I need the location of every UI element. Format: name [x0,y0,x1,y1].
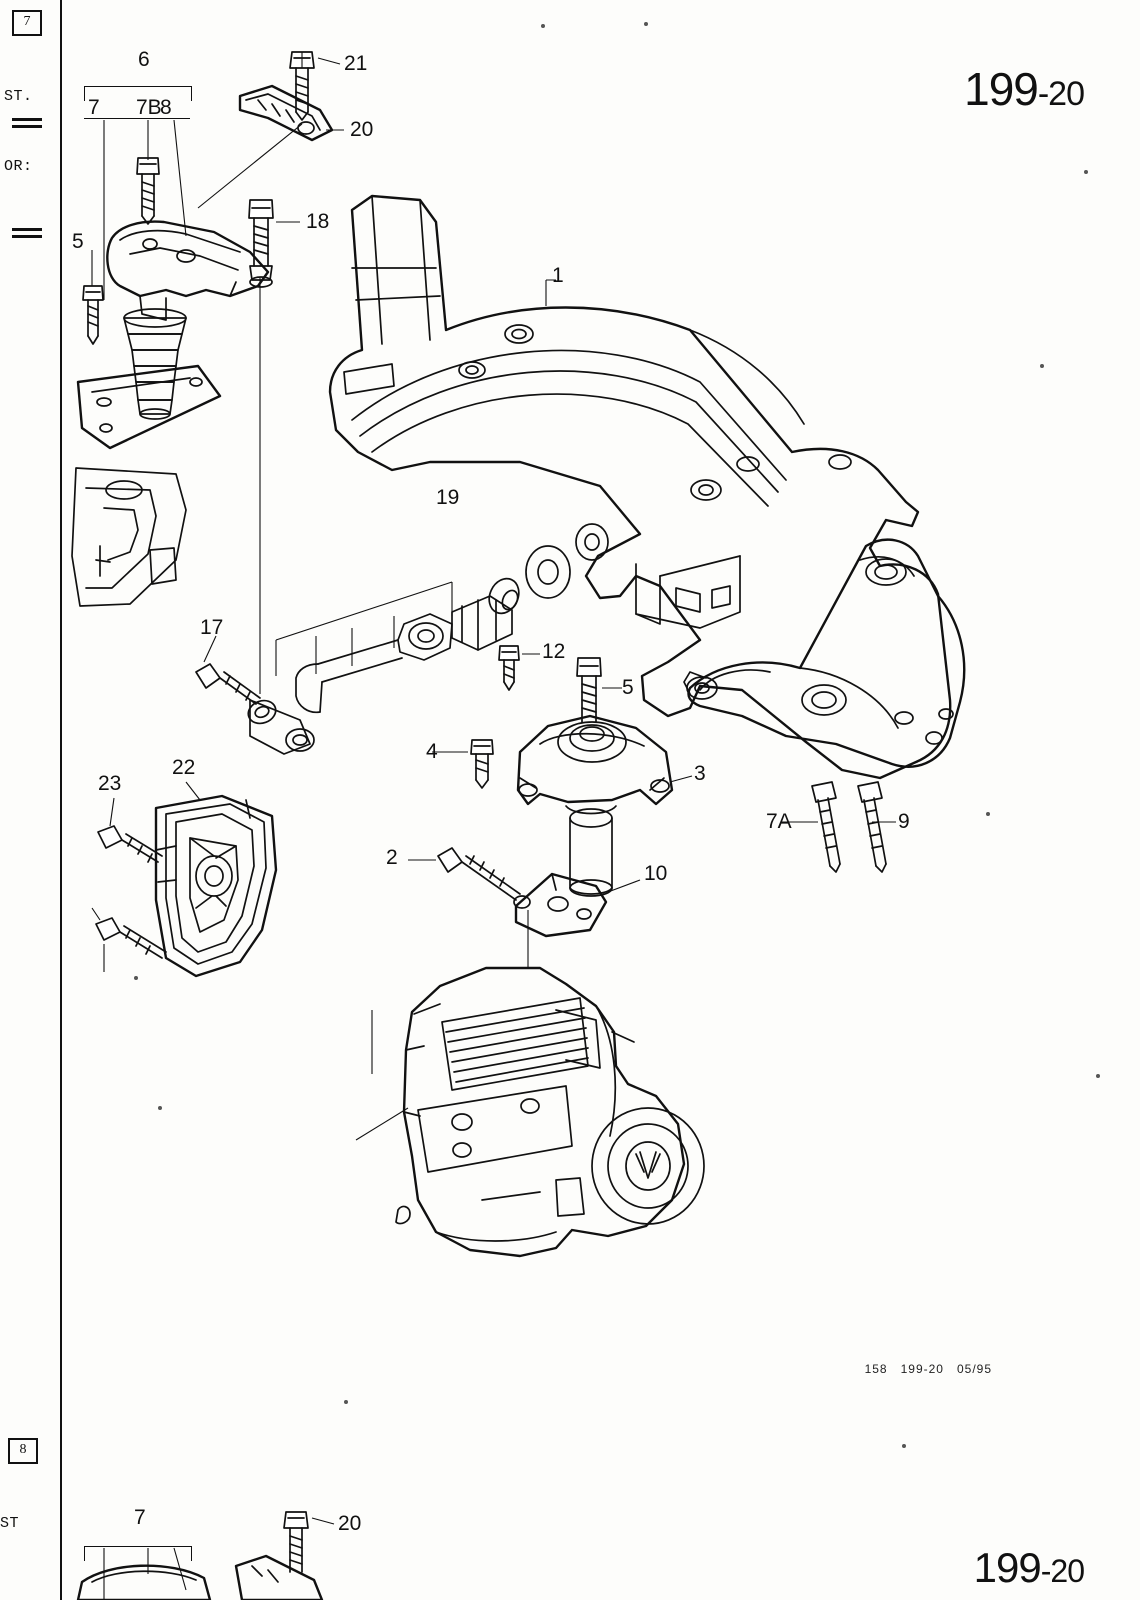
page-number [964,62,1084,116]
engine-mount-bracket-7 [78,222,268,448]
callout-17: 17 [200,616,224,639]
scan-specks [134,22,1100,1448]
callout-7B: 7 [88,96,100,119]
callout-5-right: 4 [426,740,438,763]
callout-1: 1 [552,264,564,287]
callout-10: 9 [898,810,910,833]
callout-3: 2 [386,846,398,869]
callout-7-bottom: 7 [134,1506,146,1529]
rail-bottom-box: 8 [8,1438,38,1464]
callout-9: 7A [766,810,792,833]
rail-label-st-bottom: ST [0,1515,20,1532]
callout-6: 5 [622,676,634,699]
callout-7: 6 [138,48,150,71]
callout-2: 10 [644,862,668,885]
callout-20-bottom: 20 [338,1512,362,1535]
rail-dash-2 [12,228,42,231]
callout-21: 22 [172,756,196,779]
callout-5-left: 5 [72,230,84,253]
pendulum-support-link-12 [245,524,608,754]
subframe-crossmember [330,196,964,778]
callout-11: 18 [306,210,330,233]
callout-8: 7B [136,96,162,119]
callout-20: 21 [344,52,368,75]
body-panel-left [72,468,186,606]
page-number-main: 199-20 [964,63,1084,115]
gearbox-support-bracket-21 [156,796,276,976]
footer-code: 158 199-20 05/95 [864,1362,992,1376]
callout-12: 19 [436,486,460,509]
callout-7A: 8 [160,96,172,119]
page-number-bottom-main: 199-20 [973,1544,1084,1591]
callout-19: 20 [350,118,374,141]
page-number-bottom [974,1544,1084,1592]
rail-label-or: OR: [4,158,33,175]
bottom-group-7-bracket [84,1546,192,1561]
callout-22: 23 [98,772,122,795]
rail-dash-1 [12,118,42,121]
callout-4: 3 [694,762,706,785]
rail-top-box: 7 [12,10,42,36]
callout-18: 12 [542,640,566,663]
rail-label-st: ST. [4,88,33,105]
left-margin-rail [0,0,62,1600]
gearbox-assembly [356,968,704,1256]
transmission-mount-4 [516,716,672,936]
leader-lines [92,52,896,972]
